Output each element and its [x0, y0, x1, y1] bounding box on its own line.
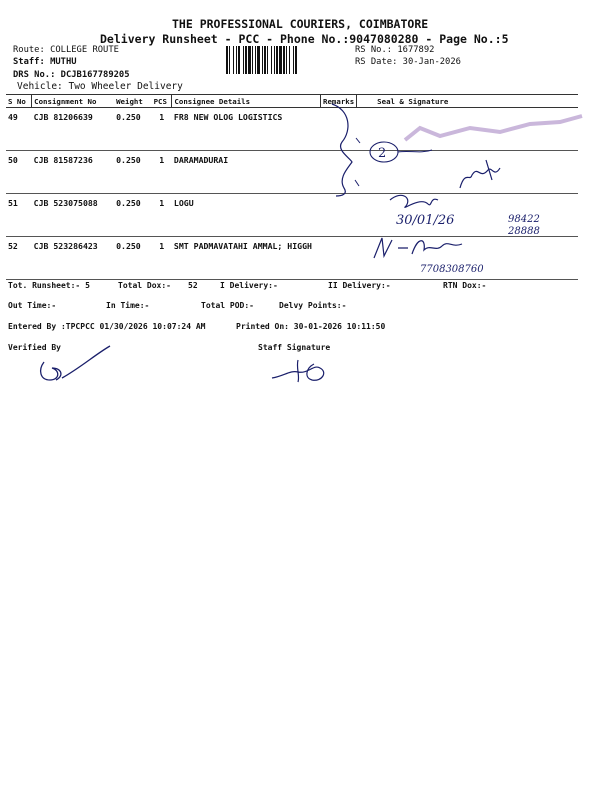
- cell-pcs: 1: [152, 237, 172, 280]
- brace-mark: [332, 104, 352, 196]
- vehicle-label: Vehicle: Two Wheeler Delivery: [17, 81, 183, 92]
- staff-signature-label: Staff Signature: [258, 343, 331, 352]
- consignee-signature: [374, 238, 462, 258]
- in-time: In Time:-: [106, 301, 150, 310]
- col-consignment: Consignment No: [32, 95, 114, 108]
- handwritten-date: 30/01/26: [396, 213, 455, 228]
- verified-by: Verified By: [8, 343, 61, 352]
- col-details: Consignee Details: [172, 95, 321, 108]
- delvy-points: Delvy Points:-: [279, 301, 347, 310]
- pointer-line: [398, 150, 432, 152]
- handwritten-phone: 7708308760: [420, 264, 484, 275]
- out-time: Out Time:-: [8, 301, 57, 310]
- cell-weight: 0.250: [114, 151, 152, 194]
- col-remarks: Remarks: [321, 95, 357, 108]
- cell-weight: 0.250: [114, 108, 152, 151]
- rs-number: RS No.: 1677892: [355, 45, 435, 55]
- rs-date: RS Date: 30-Jan-2026: [355, 57, 461, 67]
- cell-consignment: CJB 81587236: [32, 151, 114, 194]
- cell-weight: 0.250: [114, 237, 152, 280]
- ii-delivery: II Delivery:-: [328, 281, 391, 290]
- cell-consignment: CJB 523075088: [32, 194, 114, 237]
- i-delivery: I Delivery:-: [220, 281, 278, 290]
- circled-number: 2: [378, 146, 387, 161]
- total-dox-value: 52: [188, 281, 198, 290]
- cell-weight: 0.250: [114, 194, 152, 237]
- verifier-signature: [30, 340, 120, 390]
- route-label: Route: COLLEGE ROUTE: [13, 45, 119, 55]
- tot-runsheet: Tot. Runsheet:- 5: [8, 281, 90, 290]
- rtn-dox: RTN Dox:-: [443, 281, 487, 290]
- consignee-signature: [460, 160, 500, 188]
- total-pod: Total POD:-: [201, 301, 254, 310]
- company-title: THE PROFESSIONAL COURIERS, COIMBATORE: [172, 17, 429, 31]
- tick-mark: [355, 180, 359, 186]
- runsheet-subtitle: Delivery Runsheet - PCC - Phone No.:9047080280 - Page No.:5: [100, 32, 509, 46]
- col-pcs: PCS: [152, 95, 172, 108]
- cell-sno: 51: [6, 194, 32, 237]
- cell-sno: 52: [6, 237, 32, 280]
- staff-signature: [268, 350, 338, 386]
- consignee-signature: [390, 195, 438, 207]
- cell-consignment: CJB 81206639: [32, 108, 114, 151]
- cell-details: DARAMADURAI: [172, 151, 321, 194]
- printed-on: Printed On: 30-01-2026 10:11:50: [236, 322, 386, 331]
- cell-details: FR8 NEW OLOG LOGISTICS: [172, 108, 321, 151]
- cell-details: SMT PADMAVATAHI AMMAL; HIGGH: [172, 237, 321, 280]
- drs-number: DRS No.: DCJB167789205: [13, 70, 130, 80]
- handwritten-phone: 28888: [508, 226, 540, 237]
- cell-sno: 50: [6, 151, 32, 194]
- cell-pcs: 1: [152, 108, 172, 151]
- company-seal: [405, 116, 582, 140]
- cell-consignment: CJB 523286423: [32, 237, 114, 280]
- cell-pcs: 1: [152, 194, 172, 237]
- total-dox-label: Total Dox:-: [118, 281, 171, 290]
- handwriting-layer: [0, 0, 600, 300]
- entered-by: Entered By :TPCPCC 01/30/2026 10:07:24 AM: [8, 322, 206, 331]
- handwritten-phone: 98422: [508, 214, 540, 225]
- cell-pcs: 1: [152, 151, 172, 194]
- cell-sno: 49: [6, 108, 32, 151]
- staff-label: Staff: MUTHU: [13, 57, 77, 67]
- col-weight: Weight: [114, 95, 152, 108]
- col-seal: Seal & Signature: [357, 95, 578, 108]
- cell-details: LOGU: [172, 194, 321, 237]
- tick-mark: [356, 138, 360, 143]
- col-sno: S No: [6, 95, 32, 108]
